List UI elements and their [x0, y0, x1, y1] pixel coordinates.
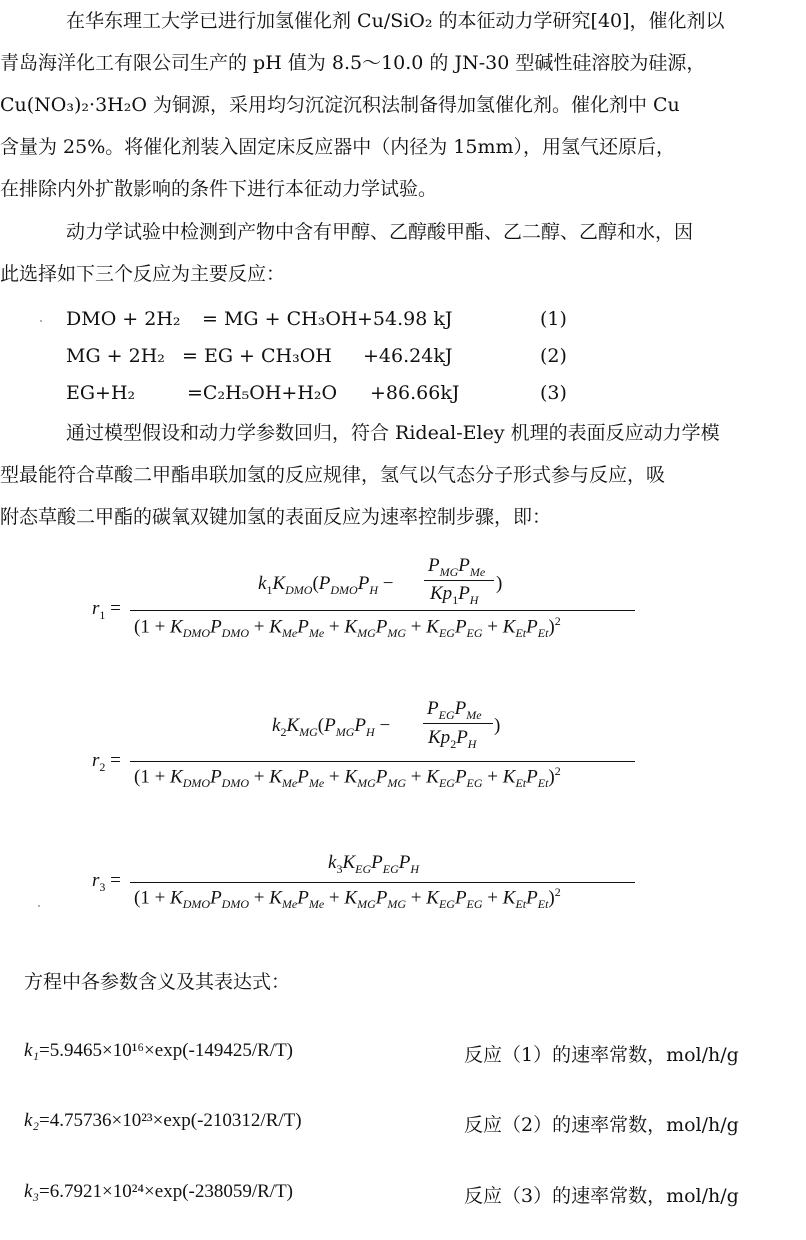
r2-inner-numerator: $P_{EG}P_{Me}$: [427, 698, 482, 722]
reaction-2-heat: +46.24kJ: [363, 345, 453, 367]
para1-line3: Cu(NO₃)₂·3H₂O 为铜源，采用均匀沉淀沉积法制备得加氢催化剂。催化剂中 Cu: [0, 94, 680, 116]
r1-denominator: $(1 + K_{DMO}P_{DMO} + K_{Me}P_{Me} + K_{MG}P_{MG} + K_{EG}P_{EG} + K_{Et}P_{Et})^2$: [134, 614, 561, 641]
reaction-3-number: (3): [540, 382, 567, 404]
r1-fraction-bar: [130, 610, 635, 611]
reaction-1-lhs: DMO + 2H₂: [66, 308, 181, 330]
reaction-2-lhs: MG + 2H₂: [66, 345, 165, 367]
r2-denominator: $(1 + K_{DMO}P_{DMO} + K_{Me}P_{Me} + K_{MG}P_{MG} + K_{EG}P_{EG} + K_{Et}P_{Et})^2$: [134, 764, 561, 791]
r2-inner-denominator: $Kp_2P_H$: [428, 727, 477, 751]
reaction-1-number: (1): [540, 308, 567, 330]
reaction-1-heat: +54.98 kJ: [357, 308, 453, 330]
param-k1-desc: 反应（1）的速率常数，mol/h/g: [464, 1044, 739, 1066]
reaction-3-rhs: =C₂H₅OH+H₂O: [187, 382, 338, 404]
r1-close-paren: ): [496, 573, 503, 594]
r3-fraction-bar: [130, 882, 635, 883]
param-k2-expr: =4.75736×10²³×exp(-210312/R/T): [39, 1110, 302, 1131]
reaction-3-heat: +86.66kJ: [370, 382, 460, 404]
r2-lhs: $r_2$ =: [92, 750, 121, 774]
param-k1-expr: =5.9465×10¹⁶×exp(-149425/R/T): [39, 1040, 294, 1061]
param-k2-desc: 反应（2）的速率常数，mol/h/g: [464, 1114, 739, 1136]
para1-line1: 在华东理工大学已进行加氢催化剂 Cu/SiO₂ 的本征动力学研究[40]，催化剂以: [66, 10, 725, 32]
param-k2-symbol: k₂: [24, 1110, 40, 1131]
param-k1-symbol: k₁: [24, 1040, 40, 1061]
r1-inner-numerator: $P_{MG}P_{Me}$: [428, 555, 486, 579]
param-k3-desc: 反应（3）的速率常数，mol/h/g: [464, 1185, 739, 1207]
params-heading: 方程中各参数含义及其表达式：: [24, 971, 291, 993]
r2-inner-fraction-bar: [423, 723, 493, 724]
scan-speck: [40, 320, 42, 322]
r3-numerator: $k_3K_{EG}P_{EG}P_H$: [328, 852, 420, 876]
para3-line2: 型最能符合草酸二甲酯串联加氢的反应规律，氢气以气态分子形式参与反应，吸: [0, 464, 666, 486]
r1-numerator: $k_1K_{DMO}(P_{DMO}P_H$ −: [258, 573, 394, 597]
para3-line3: 附态草酸二甲酯的碳氧双键加氢的表面反应为速率控制步骤，即：: [0, 506, 552, 528]
para1-line4: 含量为 25%。将催化剂装入固定床反应器中（内径为 15mm），用氢气还原后，: [0, 136, 676, 158]
param-k3-expr: =6.7921×10²⁴×exp(-238059/R/T): [39, 1181, 294, 1202]
param-k3-symbol: k₃: [24, 1181, 40, 1202]
para3-line1: 通过模型假设和动力学参数回归，符合 Rideal-Eley 机理的表面反应动力学模: [66, 422, 720, 444]
para1-line2: 青岛海洋化工有限公司生产的 pH 值为 8.5～10.0 的 JN-30 型碱性硅溶胶为硅源，: [0, 52, 706, 74]
r1-lhs: $r_1$ =: [92, 598, 121, 622]
scan-speck: [38, 905, 40, 907]
r3-denominator: $(1 + K_{DMO}P_{DMO} + K_{Me}P_{Me} + K_{MG}P_{MG} + K_{EG}P_{EG} + K_{Et}P_{Et})^2$: [134, 885, 561, 912]
para2-line1: 动力学试验中检测到产物中含有甲醇、乙醇酸甲酯、乙二醇、乙醇和水，因: [66, 221, 694, 243]
para1-line5: 在排除内外扩散影响的条件下进行本征动力学试验。: [0, 178, 438, 200]
reaction-2-rhs: = EG + CH₃OH: [182, 345, 332, 367]
param-k1: [24, 1040, 293, 1062]
r2-close-paren: ): [494, 715, 501, 736]
para2-line2: 此选择如下三个反应为主要反应：: [0, 263, 286, 285]
r1-inner-fraction-bar: [424, 580, 494, 581]
reaction-1-rhs: = MG + CH₃OH: [202, 308, 358, 330]
r2-numerator: $k_2K_{MG}(P_{MG}P_H$ −: [272, 715, 391, 739]
param-k3: [24, 1181, 293, 1203]
param-k2: [24, 1110, 302, 1132]
reaction-3-lhs: EG+H₂: [66, 382, 136, 404]
r2-fraction-bar: [130, 761, 635, 762]
r1-inner-denominator: $Kp_1P_H$: [430, 583, 479, 607]
r3-lhs: $r_3$ =: [92, 870, 121, 894]
reaction-2-number: (2): [540, 345, 567, 367]
